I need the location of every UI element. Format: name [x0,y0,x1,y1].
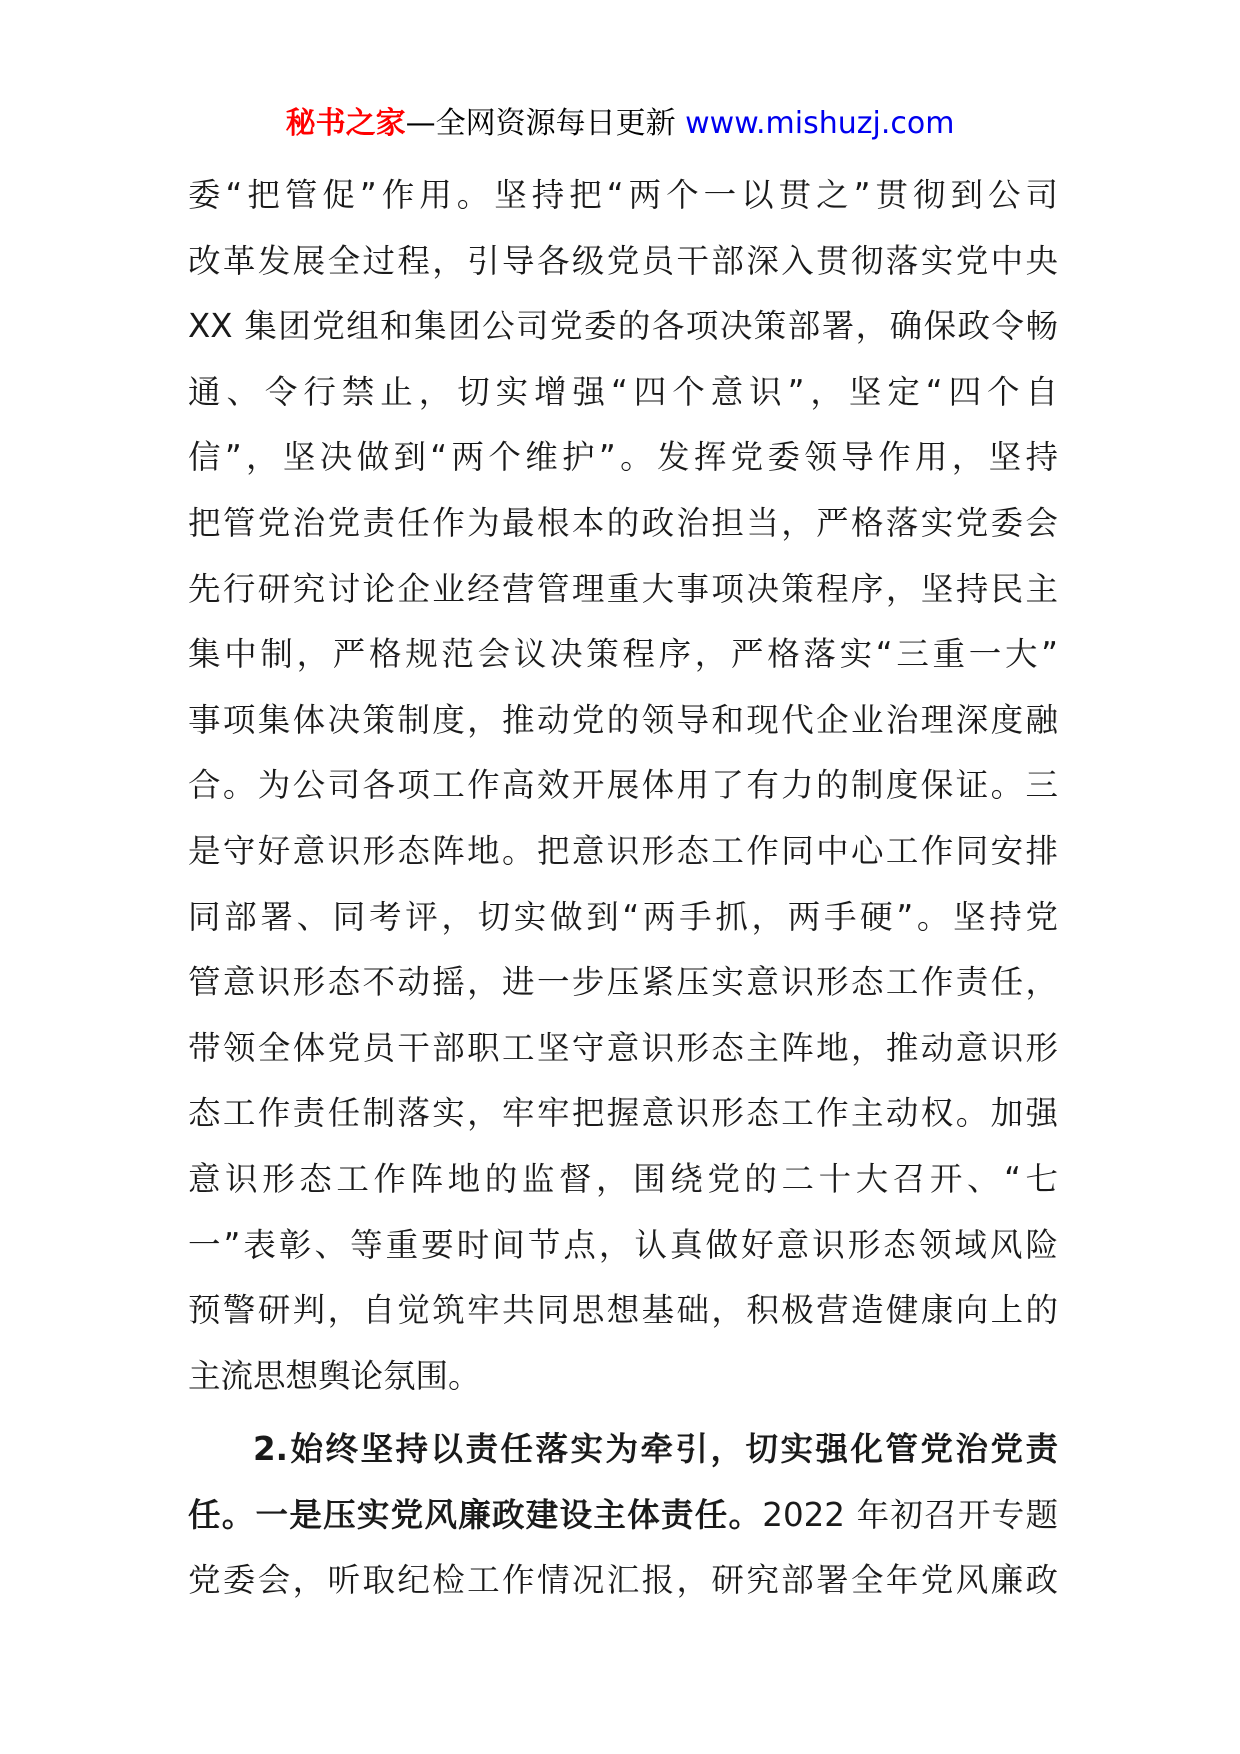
text-line: 带领全体党员干部职工坚守意识形态主阵地，推动意识形 [188,1028,1058,1067]
text-line: 同部署、同考评，切实做到“两手抓，两手硬”。坚持党 [188,897,1058,936]
header-url-link[interactable]: www.mishuzj.com [685,106,955,141]
text-line: 态工作责任制落实，牢牢把握意识形态工作主动权。加强 [188,1094,1058,1133]
section-heading-tail: 任。一是压实党风廉政建设主体责任。 [188,1495,763,1534]
text-line: 委“把管促”作用。坚持把“两个一以贯之”贯彻到公司 [188,176,1058,214]
text-line: 意识形态工作阵地的监督，围绕党的二十大召开、“七 [188,1159,1058,1198]
text-segment: 2022 年初召开专题 [762,1495,1058,1534]
text-line: 事项集体决策制度，推动党的领导和现代企业治理深度融 [188,700,1058,739]
header-brand: 秘书之家 [285,106,406,141]
paragraph-2 [188,1417,1058,1614]
header-tagline: —全网资源每日更新 [405,106,676,141]
text-line: 一”表彰、等重要时间节点，认真做好意识形态领域风险 [188,1225,1058,1264]
text-line: 信”，坚决做到“两个维护”。发挥党委领导作用，坚持 [188,438,1058,477]
text-line: 党委会，听取纪检工作情况汇报，研究部署全年党风廉政 [188,1561,1058,1600]
text-line: 把管党治党责任作为最根本的政治担当，严格落实党委会 [188,503,1058,542]
text-line: 先行研究讨论企业经营管理重大事项决策程序，坚持民主 [188,569,1058,608]
text-line: XX 集团党组和集团公司党委的各项决策部署，确保政令畅 [188,307,1058,346]
text-line: 管意识形态不动摇，进一步压紧压实意识形态工作责任， [188,963,1058,1002]
text-line [188,1483,1058,1549]
document-body [188,163,1058,1614]
text-line: 合。为公司各项工作高效开展体用了有力的制度保证。三 [188,766,1058,805]
text-line: 预警研判，自觉筑牢共同思想基础，积极营造健康向上的 [188,1291,1058,1330]
text-line: 主流思想舆论氛围。 [188,1356,481,1395]
page-header [0,102,1240,146]
paragraph-1 [188,163,1058,1409]
paragraph-spacer [188,1409,1058,1417]
text-line: 通、令行禁止，切实增强“四个意识”，坚定“四个自 [188,372,1058,411]
text-line: 集中制，严格规范会议决策程序，严格落实“三重一大” [188,635,1058,674]
text-line: 是守好意识形态阵地。把意识形态工作同中心工作同安排 [188,831,1058,870]
section-heading-line: 2.始终坚持以责任落实为牵引，切实强化管党治党责 [253,1430,1058,1469]
text-line: 改革发展全过程，引导各级党员干部深入贯彻落实党中央 [188,241,1058,280]
